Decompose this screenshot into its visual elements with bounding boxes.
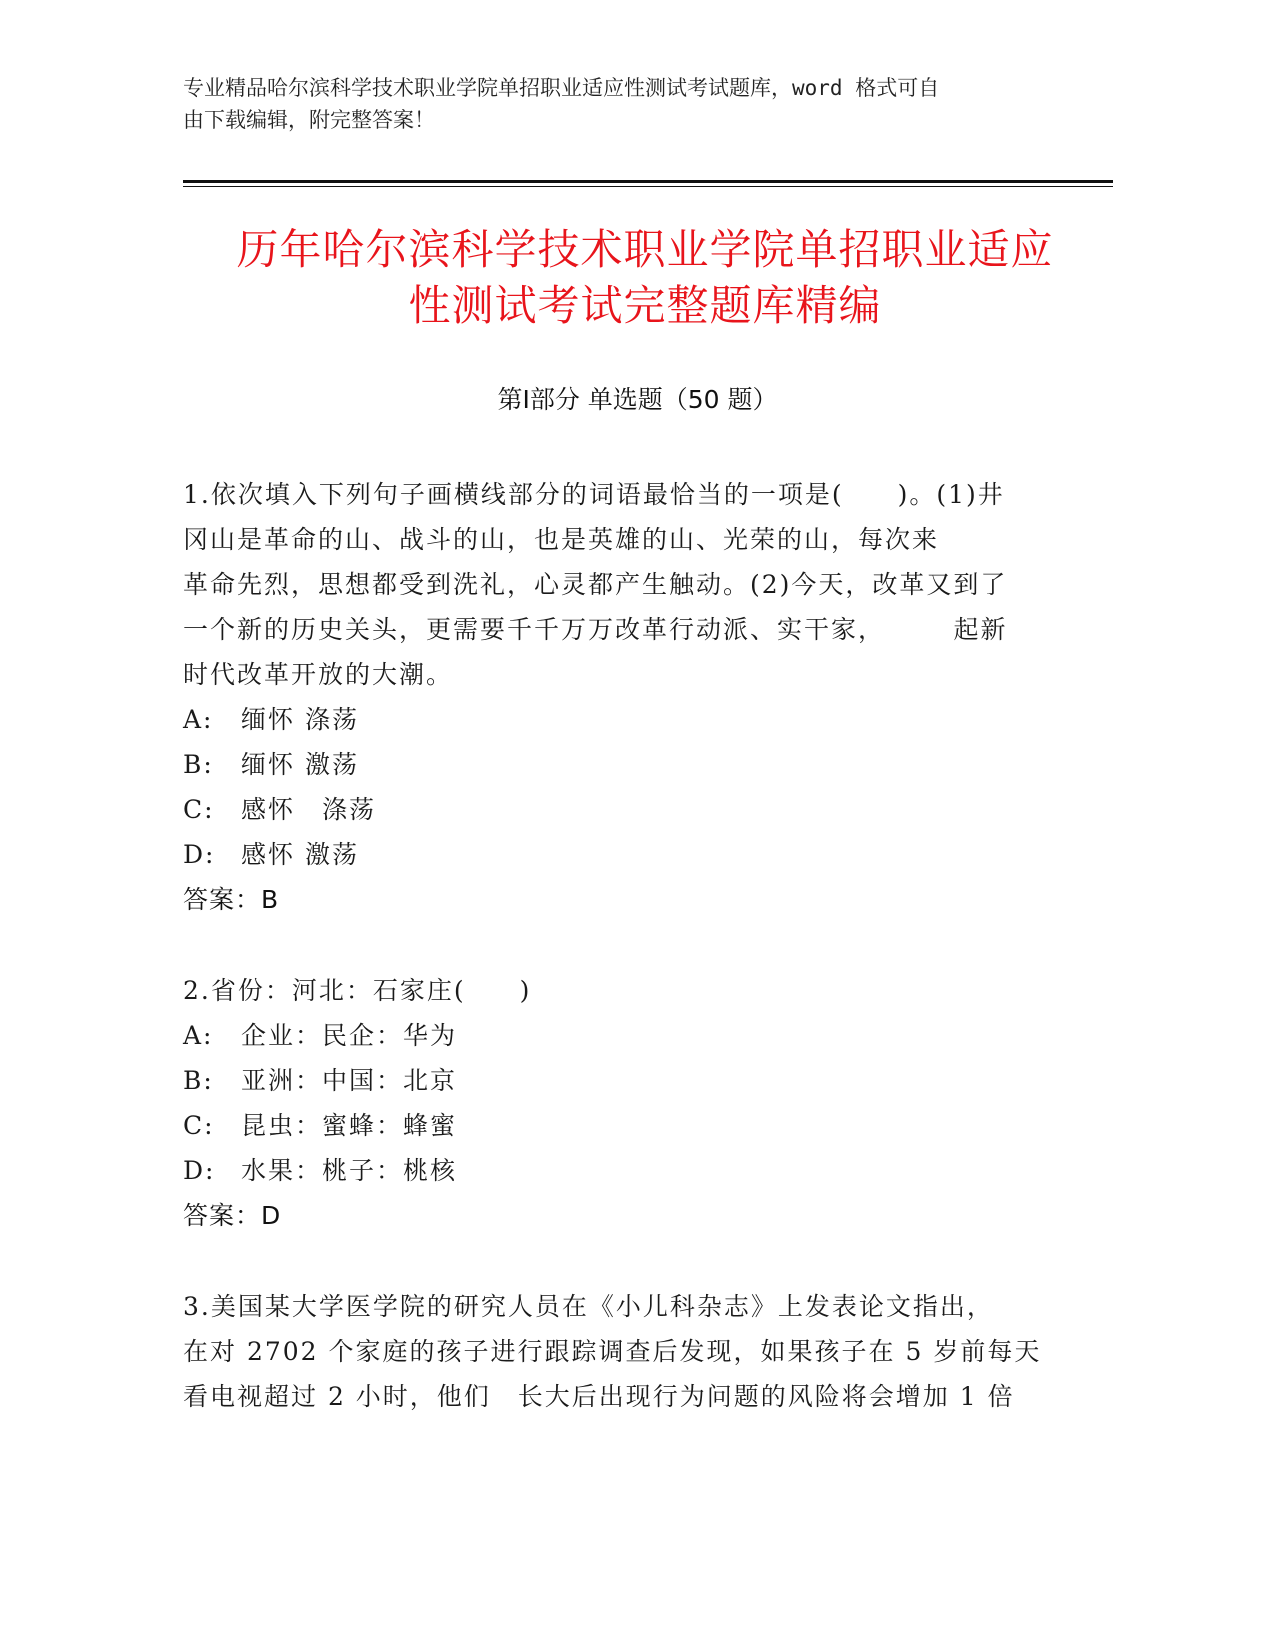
question-text-line: 时代改革开放的大潮。 — [183, 660, 454, 689]
question-list — [183, 472, 1083, 1465]
section-heading: 第Ⅰ部分 单选题（50 题） — [497, 385, 778, 414]
answer-line — [183, 877, 1083, 922]
option-c — [183, 787, 1083, 832]
option-text: 感怀 涤荡 — [241, 795, 377, 824]
answer-label: 答案： — [183, 1201, 262, 1230]
answer-label: 答案： — [183, 885, 262, 914]
answer-value: B — [261, 885, 280, 914]
option-text: 水果：桃子：桃核 — [241, 1156, 458, 1185]
question-text-line: 2.省份：河北：石家庄( ) — [183, 976, 532, 1005]
header-note-line: 专业精品哈尔滨科学技术职业学院单招职业适应性测试考试题库，word 格式可自 — [183, 76, 940, 100]
document-title — [150, 222, 1140, 334]
option-letter: A: — [183, 1021, 214, 1050]
header-note-line: 由下载编辑，附完整答案！ — [183, 108, 435, 132]
answer-line — [183, 1193, 1083, 1238]
option-text: 缅怀 激荡 — [241, 750, 359, 779]
question-item — [183, 968, 1083, 1238]
option-letter: A: — [183, 705, 214, 734]
question-text-line: 3.美国某大学医学院的研究人员在《小儿科杂志》上发表论文指出， — [183, 1292, 994, 1321]
option-letter: C: — [183, 1111, 215, 1140]
header-note — [183, 72, 1063, 136]
document-title-line: 历年哈尔滨科学技术职业学院单招职业适应 — [236, 225, 1054, 274]
option-letter: D: — [183, 840, 216, 869]
question-text-line: 1.依次填入下列句子画横线部分的词语最恰当的一项是( )。(1)井 — [183, 480, 1005, 509]
question-text-line: 一个新的历史关头，更需要千千万万改革行动派、实干家， 起新 — [183, 615, 1008, 644]
option-text: 感怀 激荡 — [241, 840, 359, 869]
question-text-line: 看电视超过 2 小时，他们 长大后出现行为问题的风险将会增加 1 倍 — [183, 1382, 1015, 1411]
option-letter: D: — [183, 1156, 216, 1185]
option-text: 企业：民企：华为 — [241, 1021, 458, 1050]
option-d — [183, 1148, 1083, 1193]
question-text-line: 革命先烈，思想都受到洗礼，心灵都产生触动。(2)今天，改革又到了 — [183, 570, 1008, 599]
option-letter: B: — [183, 1066, 214, 1095]
header-divider-thin — [183, 186, 1113, 187]
header-divider-thick — [183, 180, 1113, 183]
question-text-line: 冈山是革命的山、战斗的山，也是英雄的山、光荣的山，每次来 — [183, 525, 940, 554]
question-item — [183, 1284, 1083, 1419]
option-d — [183, 832, 1083, 877]
option-a — [183, 697, 1083, 742]
option-a — [183, 1013, 1083, 1058]
question-item — [183, 472, 1083, 922]
option-b — [183, 742, 1083, 787]
option-letter: C: — [183, 795, 215, 824]
question-text-line: 在对 2702 个家庭的孩子进行跟踪调查后发现，如果孩子在 5 岁前每天 — [183, 1337, 1042, 1366]
option-c — [183, 1103, 1083, 1148]
option-text: 昆虫：蜜蜂：蜂蜜 — [241, 1111, 458, 1140]
document-title-line: 性测试考试完整题库精编 — [408, 281, 882, 330]
option-text: 缅怀 涤荡 — [241, 705, 359, 734]
answer-value: D — [261, 1201, 282, 1230]
option-b — [183, 1058, 1083, 1103]
option-letter: B: — [183, 750, 214, 779]
option-text: 亚洲：中国：北京 — [241, 1066, 458, 1095]
